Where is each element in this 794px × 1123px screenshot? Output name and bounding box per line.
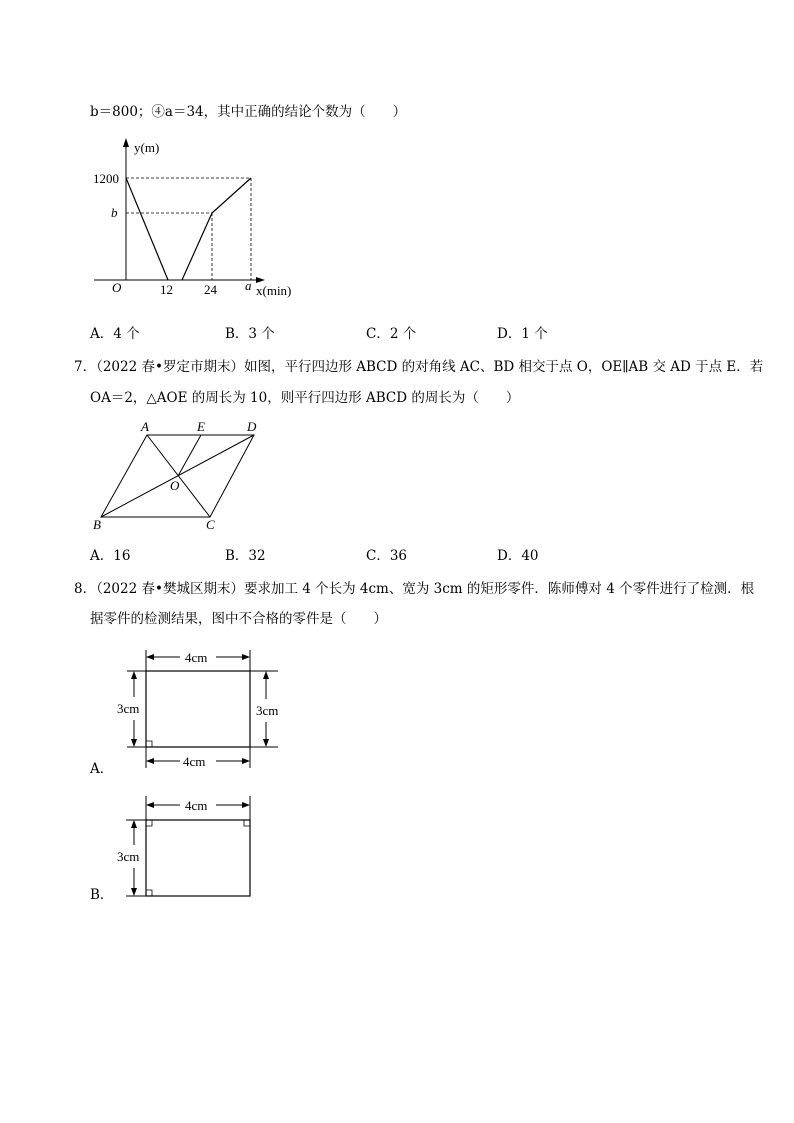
origin-label: O [112, 280, 122, 295]
point-e-label: E [197, 419, 205, 434]
q7-option-d[interactable]: D．40 [497, 548, 539, 564]
vertex-b-label: B [93, 517, 101, 532]
vertex-a-label: A [141, 419, 149, 434]
q6-option-a[interactable]: A．4 个 [90, 326, 140, 342]
top-dimension-label: 4cm [185, 650, 208, 665]
left-dimension-label: 3cm [117, 849, 140, 864]
y-tick-1200: 1200 [93, 171, 119, 186]
top-dimension-label: 4cm [185, 798, 208, 813]
point-o-label: O [170, 478, 180, 493]
q8-option-b-label[interactable]: B． [90, 887, 114, 903]
y-axis-label: y(m) [134, 140, 160, 155]
q6-tail-text: b＝800；④a＝34，其中正确的结论个数为（ ） [90, 104, 407, 120]
bottom-dimension-label: 4cm [183, 754, 206, 769]
q8-option-a-label[interactable]: A． [90, 761, 114, 777]
q6-option-d[interactable]: D．1 个 [497, 326, 548, 342]
x-axis-label: x(min) [256, 283, 292, 298]
q7-stem-line1: 7．（2022 春•罗定市期末）如图，平行四边形 ABCD 的对角线 AC、BD 相交于点 O，OE∥AB 交 AD 于点 E．若 [74, 359, 764, 375]
x-tick-a: a [245, 278, 252, 293]
vertex-c-label: C [206, 517, 215, 532]
x-tick-12: 12 [160, 282, 173, 297]
q7-option-b[interactable]: B．32 [225, 548, 266, 564]
right-dimension-label: 3cm [256, 703, 279, 718]
left-dimension-label: 3cm [117, 701, 140, 716]
y-tick-b: b [111, 205, 118, 220]
vertex-d-label: D [247, 419, 257, 434]
q7-option-c[interactable]: C．36 [366, 548, 408, 564]
q7-option-a[interactable]: A．16 [90, 548, 131, 564]
x-tick-24: 24 [204, 282, 217, 297]
q8-stem-line2: 据零件的检测结果，图中不合格的零件是（ ） [90, 611, 387, 627]
q7-stem-line2: OA＝2，△AOE 的周长为 10，则平行四边形 ABCD 的周长为（ ） [90, 390, 520, 406]
q6-option-c[interactable]: C．2 个 [366, 326, 417, 342]
q6-option-b[interactable]: B．3 个 [225, 326, 275, 342]
q8-stem-line1: 8．（2022 春•樊城区期末）要求加工 4 个长为 4cm、宽为 3cm 的矩形零件．陈师傅对 4 个零件进行了检测．根 [74, 581, 755, 597]
